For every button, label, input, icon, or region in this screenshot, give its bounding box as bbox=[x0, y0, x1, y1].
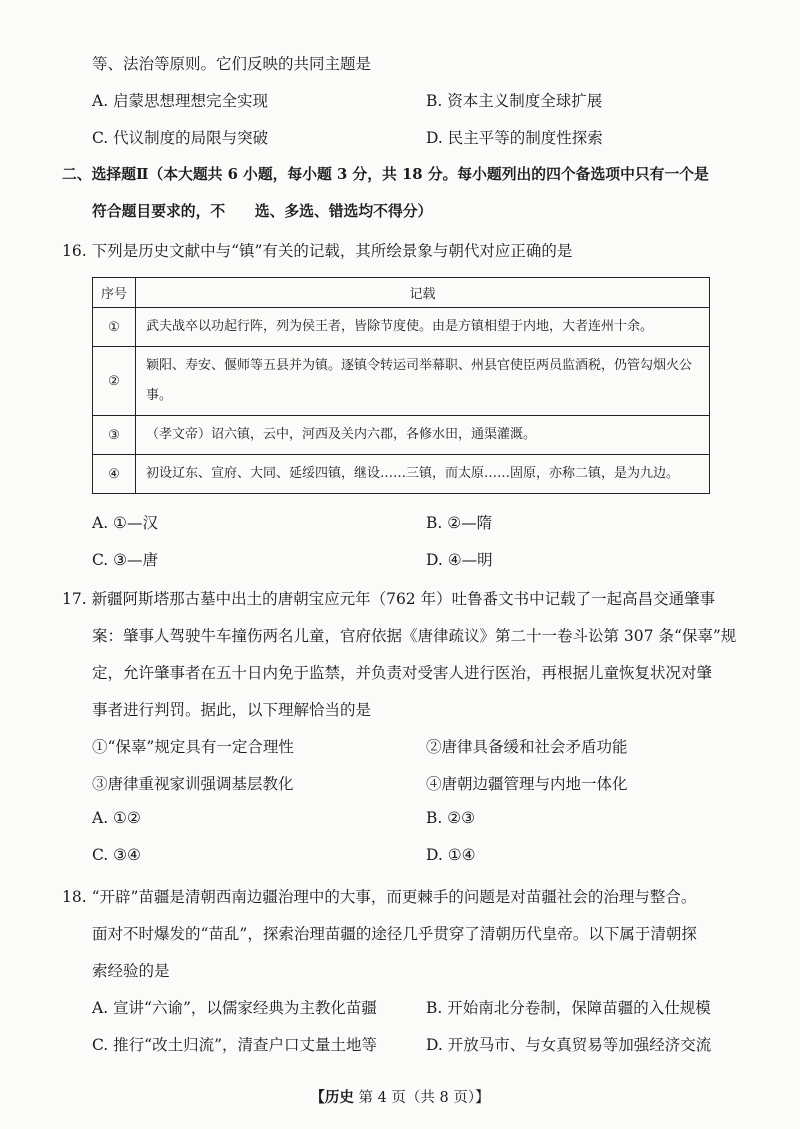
footer-page-number: 第 4 页（共 8 页）】 bbox=[358, 1090, 490, 1106]
row-text: 颖阳、寿安、偃师等五县并为镇。逐镇令转运司举幕职、州县官使臣两员监酒税，仍管勾烟火公事。 bbox=[136, 347, 710, 416]
section-heading-cont: 符合题目要求的，不 选、多选、错选均不得分） bbox=[92, 203, 433, 220]
q16-option-d: D. ④—明 bbox=[426, 551, 493, 569]
table-row bbox=[93, 308, 710, 347]
row-number: ② bbox=[93, 347, 136, 416]
q17-stem-line: 案：肇事人驾驶牛车撞伤两名儿童，官府依据《唐律疏议》第二十一卷斗讼第 307 条“保辜”规 bbox=[92, 627, 737, 645]
q18-option-d: D. 开放马市、与女真贸易等加强经济交流 bbox=[426, 1036, 712, 1054]
row-number: ④ bbox=[93, 455, 136, 494]
q17-statement-3: ③唐律重视家训强调基层教化 bbox=[92, 775, 294, 793]
q17-statement-2: ②唐律具备缓和社会矛盾功能 bbox=[426, 738, 628, 756]
q17-stem-line: 17. 新疆阿斯塔那古墓中出土的唐朝宝应元年（762 年）吐鲁番文书中记载了一起高昌交通肇事 bbox=[62, 590, 716, 608]
records-table bbox=[92, 277, 710, 494]
table-header-record: 记载 bbox=[136, 278, 710, 308]
q18-stem-line: 18. “开辟”苗疆是清朝西南边疆治理中的大事，而更棘手的问题是对苗疆社会的治理与整合。 bbox=[62, 888, 697, 906]
table-row bbox=[93, 455, 710, 494]
table-row bbox=[93, 416, 710, 455]
row-text: 武夫战卒以功起行阵，列为侯王者，皆除节度使。由是方镇相望于内地，大者连州十余。 bbox=[136, 308, 710, 347]
q15-stem-tail: 等、法治等原则。它们反映的共同主题是 bbox=[92, 55, 372, 73]
q17-stem-line: 事者进行判罚。据此，以下理解恰当的是 bbox=[92, 701, 372, 719]
row-text: 初设辽东、宣府、大同、延绥四镇，继设……三镇，而太原……固原，亦称二镇，是为九边。 bbox=[136, 455, 710, 494]
q17-option-b: B. ②③ bbox=[426, 809, 476, 827]
q15-option-d: D. 民主平等的制度性探索 bbox=[426, 129, 603, 147]
footer-subject: 【历史 bbox=[310, 1089, 354, 1106]
row-number: ① bbox=[93, 308, 136, 347]
row-number: ③ bbox=[93, 416, 136, 455]
q17-option-c: C. ③④ bbox=[92, 846, 141, 864]
q18-option-c: C. 推行“改土归流”，清查户口丈量土地等 bbox=[92, 1036, 378, 1054]
q15-option-a: A. 启蒙思想理想完全实现 bbox=[92, 92, 269, 110]
q17-option-a: A. ①② bbox=[92, 809, 141, 827]
q17-statement-1: ①“保辜”规定具有一定合理性 bbox=[92, 738, 294, 756]
q18-stem-line: 索经验的是 bbox=[92, 962, 170, 980]
q17-statement-4: ④唐朝边疆管理与内地一体化 bbox=[426, 775, 628, 793]
q16-option-b: B. ②—隋 bbox=[426, 514, 493, 532]
section-heading: 二、选择题Ⅱ（本大题共 6 小题，每小题 3 分，共 18 分。每小题列出的四个备选项中只有一个是 bbox=[62, 166, 709, 183]
table-row bbox=[93, 347, 710, 416]
q15-option-b: B. 资本主义制度全球扩展 bbox=[426, 92, 603, 110]
q17-stem-line: 定，允许肇事者在五十日内免于监禁，并负责对受害人进行医治，再根据儿童恢复状况对肇 bbox=[92, 664, 713, 682]
page-footer bbox=[0, 1086, 800, 1107]
q16-option-a: A. ①—汉 bbox=[92, 514, 158, 532]
q18-stem-line: 面对不时爆发的“苗乱”，探索治理苗疆的途径几乎贯穿了清朝历代皇帝。以下属于清朝探 bbox=[92, 925, 697, 943]
table-header-no: 序号 bbox=[93, 278, 136, 308]
q16-option-c: C. ③—唐 bbox=[92, 551, 159, 569]
row-text: （孝文帝）诏六镇，云中，河西及关内六郡，各修水田，通渠灌溉。 bbox=[136, 416, 710, 455]
q18-option-b: B. 开始南北分卷制，保障苗疆的入仕规模 bbox=[426, 999, 711, 1017]
q17-option-d: D. ①④ bbox=[426, 846, 476, 864]
q18-option-a: A. 宣讲“六谕”，以儒家经典为主教化苗疆 bbox=[92, 999, 377, 1017]
q16-stem: 16. 下列是历史文献中与“镇”有关的记载，其所绘景象与朝代对应正确的是 bbox=[62, 242, 573, 260]
q15-option-c: C. 代议制度的局限与突破 bbox=[92, 129, 269, 147]
